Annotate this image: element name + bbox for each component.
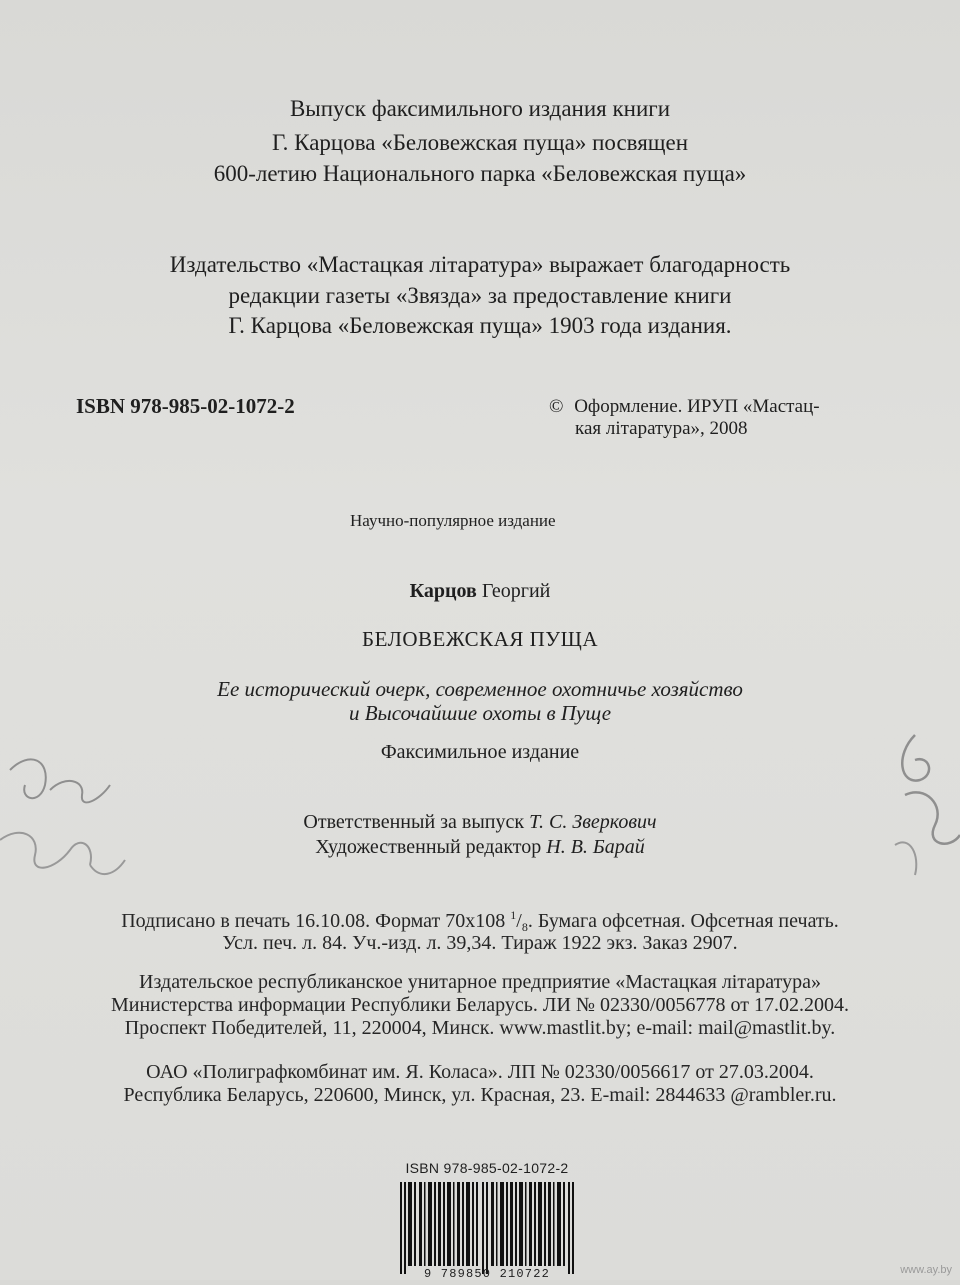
acknowledgement-line-1: Издательство «Мастацкая літаратура» выражает благодарность: [169, 252, 791, 277]
handwriting-left-icon: [0, 730, 140, 900]
subtitle-line-1: Ее исторический очерк, современное охотничье хозяйство: [217, 677, 743, 701]
copyright-icon: ©: [549, 396, 564, 417]
dedication-line-1: Выпуск факсимильного издания книги: [289, 96, 671, 121]
acknowledgement-line-2: редакции газеты «Звязда» за предоставление книги: [228, 283, 732, 308]
barcode-bars-icon: [390, 1182, 586, 1276]
format-fraction-numerator: 1: [510, 908, 517, 922]
dedication-line-2: Г. Карцова «Беловежская пуща» посвящен: [271, 130, 689, 155]
book-title: БЕЛОВЕЖСКАЯ ПУЩА: [362, 627, 598, 651]
staff-role-2: Художественный редактор: [315, 836, 542, 858]
print-info-line-1: [0, 908, 960, 935]
isbn-number: ISBN 978-985-02-1072-2: [76, 394, 295, 418]
printer-line-2: Республика Беларусь, 220600, Минск, ул. Красная, 23. E-mail: 2844633 @rambler.ru.: [123, 1084, 837, 1106]
barcode-digits: 9 789850 210722: [423, 1267, 551, 1281]
printer-line-1: ОАО «Полиграфкомбинат им. Я. Коласа». ЛП № 02330/0056617 от 27.03.2004.: [146, 1061, 814, 1083]
dedication-line-3: 600-летию Национального парка «Беловежская пуща»: [213, 161, 747, 186]
barcode-isbn-label: ISBN 978-985-02-1072-2: [405, 1160, 569, 1176]
author: [0, 580, 960, 603]
publisher-line-3: Проспект Победителей, 11, 220004, Минск. www.mastlit.by; e-mail: mail@mastlit.by.: [124, 1017, 836, 1039]
print-info-line-2: Усл. печ. л. 84. Уч.-изд. л. 39,34. Тираж 1922 экз. Заказ 2907.: [222, 932, 738, 954]
author-name: Георгий: [481, 580, 551, 602]
copyright-line-2: кая літаратура», 2008: [575, 418, 748, 439]
staff-role-1: Ответственный за выпуск: [303, 811, 525, 833]
publisher-line-2: Министерства информации Республики Беларусь. ЛИ № 02330/0056778 от 17.02.2004.: [110, 994, 850, 1016]
format-fraction-slash: /: [516, 910, 522, 932]
staff-person-2: Н. В. Барай: [546, 836, 645, 858]
publisher-line-1: Издательское республиканское унитарное предприятие «Мастацкая літаратура»: [139, 971, 821, 993]
subtitle-line-2: и Высочайшие охоты в Пуще: [348, 701, 612, 725]
staff-line-2: [0, 836, 960, 859]
copyright-line-1: [549, 396, 820, 418]
author-surname: Карцов: [409, 580, 477, 602]
copyright-text-1: Оформление. ИРУП «Мастац-: [574, 396, 820, 417]
print-format: Подписано в печать 16.10.08. Формат 70x108: [121, 910, 506, 932]
acknowledgement-line-3: Г. Карцова «Беловежская пуща» 1903 года издания.: [228, 313, 732, 338]
staff-person-1: Т. С. Зверкович: [529, 811, 657, 833]
facsimile-label: Факсимильное издание: [380, 741, 580, 763]
handwriting-right-icon: [875, 725, 960, 885]
staff-line-1: [0, 811, 960, 834]
format-fraction-denominator: 8: [521, 920, 528, 934]
watermark: www.ay.by: [900, 1264, 952, 1276]
barcode: [382, 1160, 592, 1285]
print-paper: . Бумага офсетная. Офсетная печать.: [527, 910, 839, 932]
edition-type: Научно-популярное издание: [350, 511, 556, 530]
